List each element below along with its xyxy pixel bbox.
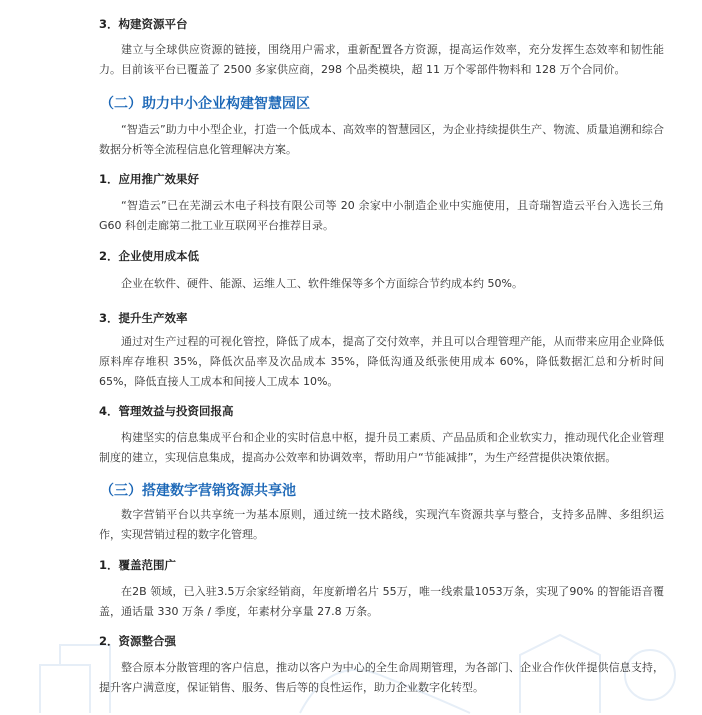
paragraph-application-promotion: “智造云”已在芜湖云木电子科技有限公司等 20 余家中小制造企业中实施使用，且奇瑞智造云平台入选长三角 G60 科创走廊第二批工业互联网平台推荐目录。	[99, 199, 664, 232]
section-heading-digital-marketing: （三）搭建数字营销资源共享池	[100, 483, 296, 499]
subheading-resource-integration: 2．资源整合强	[99, 634, 177, 648]
paragraph-resource-platform: 建立与全球供应资源的链接，围绕用户需求，重新配置各方资源，提高运作效率，充分发挥生态效率和韧性能力。目前该平台已覆盖了 2500 多家供应商，298 个品类模块，超 11 万个零部件物料和 128 万个合同价。	[99, 43, 664, 76]
paragraph-management-benefits: 构建坚实的信息集成平台和企业的实时信息中枢，提升员工素质、产品品质和企业软实力，推动现代化企业管理制度的建立，实现信息集成，提高办公效率和协调效率，帮助用户“节能减排”，为生产经营提供决策依据。	[99, 431, 664, 464]
paragraph-smart-park: “智造云”助力中小型企业，打造一个低成本、高效率的智慧园区，为企业持续提供生产、物流、质量追溯和综合数据分析等全流程信息化管理解决方案。	[99, 123, 664, 156]
paragraph-digital-marketing: 数字营销平台以共享统一为基本原则，通过统一技术路线，实现汽车资源共享与整合，支持多品牌、多组织运作，实现营销过程的数字化管理。	[99, 508, 664, 541]
subheading-low-cost: 2．企业使用成本低	[99, 249, 200, 263]
subheading-build-resource-platform: 3．构建资源平台	[99, 17, 188, 31]
subheading-management-benefits: 4．管理效益与投资回报高	[99, 404, 234, 418]
subheading-production-efficiency: 3．提升生产效率	[99, 311, 188, 325]
paragraph-low-cost: 企业在软件、硬件、能源、运维人工、软件维保等多个方面综合节约成本约 50%。	[121, 277, 523, 290]
section-heading-smart-park: （二）助力中小企业构建智慧园区	[100, 96, 310, 112]
subheading-wide-coverage: 1．覆盖范围广	[99, 558, 177, 572]
subheading-application-promotion: 1．应用推广效果好	[99, 172, 200, 186]
paragraph-resource-integration: 整合原本分散管理的客户信息，推动以客户为中心的全生命周期管理，为各部门、企业合作伙伴提供信息支持，提升客户满意度，保证销售、服务、售后等的良性运作，助力企业数字化转型。	[99, 661, 664, 694]
paragraph-production-efficiency: 通过对生产过程的可视化管控，降低了成本，提高了交付效率，并且可以合理管理产能，从而带来应用企业降低原料库存堆积 35%，降低次品率及次品成本 35%，降低沟通及纸张使用成本 60%，降低数据汇总和分析时间 65%，降低直接人工成本和间接人工成本 10%。	[99, 335, 664, 388]
paragraph-wide-coverage: 在2B 领域，已入驻3.5万余家经销商，年度新增名片 55万，唯一线索量1053万条，实现了90% 的智能语音覆盖，通话量 330 万条 / 季度，年素材分享量 27.8 万条。	[99, 585, 664, 618]
